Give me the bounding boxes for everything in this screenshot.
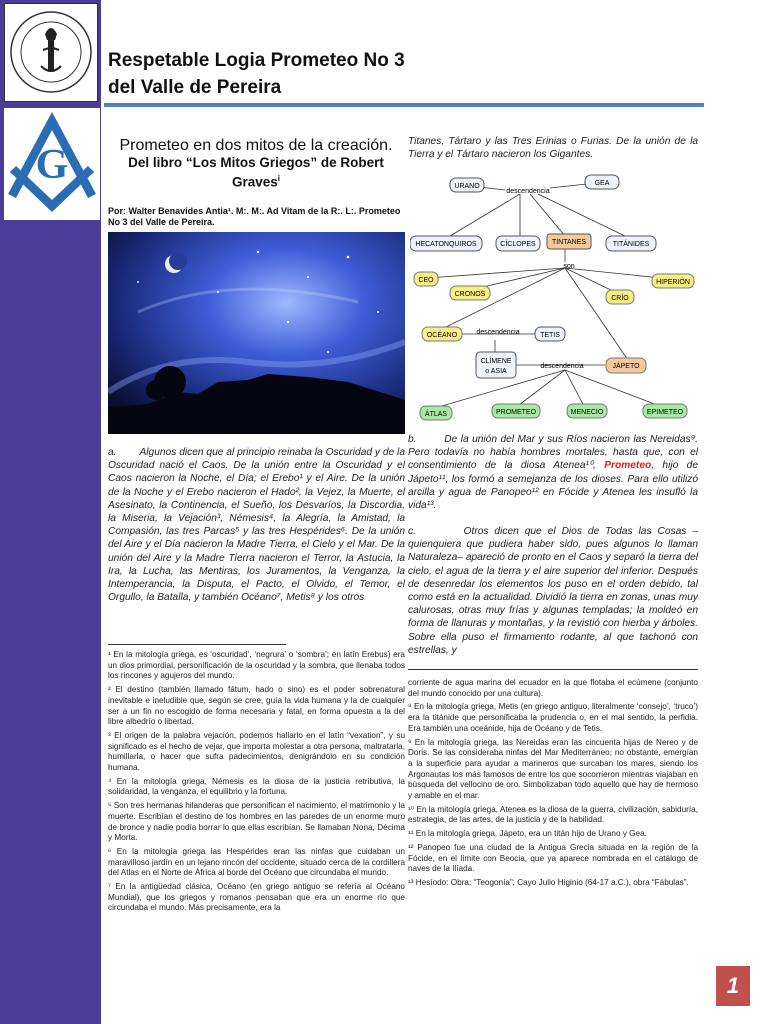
- label-descendencia-oceano: descendencia: [476, 329, 520, 336]
- footnote-7-cont: corriente de agua marina del ecuador en la que flotaba el ecúmene (conjunto del mundo conocido por una cultura).: [408, 678, 698, 698]
- footnote-8: ⁸ En la mitología griega, Metis (en griego antiguo, literalmente ‘consejo’, ‘truco’) era la titánide que personificaba la prudencia o, en el mal sentido, la perfidia. Era también una oceánide, hija de Océano y de Tetis.: [408, 702, 698, 733]
- node-japeto: JÁPETO: [612, 363, 640, 370]
- node-ceo: CEO: [418, 277, 434, 284]
- paragraph-b-prometeo: Prometeo: [604, 460, 652, 472]
- node-atlas: ÁTLAS: [424, 411, 448, 418]
- footnote-5: ⁵ Son tres hermanas hilanderas que personifican el nacimiento, el matrimonio y la muerte. Escribían el destino de los hombres en las paredes de un enorme muro de bronce y nadie podía borrar lo que ellas escribían. Se llamaban Nona, Décima y Morta.: [108, 801, 405, 843]
- square-and-compass-emblem: [4, 108, 100, 220]
- footnote-13: ¹³ Hesíodo: Obra: “Teogonía”; Cayo Julio Higinio (64-17 a.C.), obra “Fábulas”.: [408, 877, 689, 887]
- node-crio: CRÍO: [611, 295, 629, 302]
- night-sky-image: [108, 232, 405, 434]
- footnotes-left: [108, 650, 405, 917]
- footnote-9: ⁹ En la mitología griega, las Nereidas eran las cincuenta hijas de Nereo y de Doris. Se las consideraba ninfas del Mar Mediterráneo; no obstante, emergían a la superficie para ayudar a marineros que surcaban los mares, siendo los Argonautas los más famosos de entre los que socorrieron mientras viajaban en búsqueda del vellocino de oro. Simbolizaban todo aquello que hay de hermoso y amable en el mar.: [408, 737, 698, 801]
- node-titanides: TITÁNIDES: [612, 241, 650, 248]
- footnote-rule-left: [108, 644, 286, 645]
- footnote-6: ⁶ En la mitología griega las Hespérides eran las ninfas que cuidaban un maravilloso jardín en un lejano rincón del occidente, situado cerca de la cordillera del Atlas en el Norte de África al borde del Océano que circundaba el mundo.: [108, 846, 405, 878]
- article-author: Por: Walter Benavides Antia¹. M:. M:. Ad Vitam de la R:. L:. Prometeo No 3 del Valle de Pereira.: [108, 206, 401, 227]
- footnote-rule-right: [408, 669, 698, 670]
- node-climene: CLÍMENE: [480, 358, 512, 365]
- article-subtitle: [108, 155, 404, 191]
- subtitle-line2: Graves: [231, 174, 278, 190]
- node-ciclopes: CÍCLOPES: [500, 241, 536, 248]
- label-descendencia-japeto: descendencia: [540, 363, 584, 370]
- node-cronos: CRONOS: [454, 291, 486, 298]
- node-hiperion: HIPERIÓN: [656, 279, 690, 286]
- paragraph-b-text-1: b. De la unión del Mar y sus Ríos nacieron las Nereidas⁹. Pero todavía no había hombres mortales, hasta que, con el consentimiento de la diosa Atenea¹⁰,: [408, 434, 698, 472]
- header-divider: [104, 103, 704, 107]
- node-gea: GEA: [594, 180, 610, 187]
- footnote-11: ¹¹ En la mitología griega, Jápeto, era un titán hijo de Urano y Gea.: [408, 829, 647, 839]
- node-tetis: TETIS: [540, 332, 560, 339]
- node-hecatonquiros: HECATONQUIROS: [415, 241, 477, 248]
- node-oceano: OCÉANO: [426, 332, 458, 339]
- paragraph-b: [408, 433, 698, 512]
- label-son: son: [563, 263, 575, 270]
- node-tintanes: TINTANES: [551, 239, 587, 246]
- node-urano: URANO: [454, 183, 480, 190]
- lodge-seal-logo: [4, 3, 98, 102]
- footnote-2: ² El destino (también llamado fátum, hado o sino) es el poder sobrenatural inevitable e ineludible que, según se cree, guía la vida humana y la de cualquier ser a un fin no escogido de forma necesaria y fatal, en forma opuesta a la del libre albedrío o libertad.: [108, 685, 405, 727]
- paragraph-a: a. Algunos dicen que al principio reinaba la Oscuridad y de la Oscuridad nació el Caos. De la unión entre la Oscuridad y el Caos nacieron la Noche, el Día; el Erebo¹ y el Aire. De la unión de la Noche y el Erebo nacieron el Hado², la Vejez, la Muerte, el Asesinato, la Continencia, el Sueño, los Desvaríos, la Discordia, la Miseria, la Vejación³, Némesis⁴, la Alegría, la Amistad, la Compasión, las tres Parcas⁵ y las tres Hespérides⁶. De la unión del Aire y el Día nacieron la Madre Tierra, el Cielo y el Mar. De la unión del Aire y la Madre Tierra nacieron el Terror, la Astucia, la Ira, la Lucha, las Mentiras, los Juramentos, la Venganza, la Intemperancia, la Disputa, el Pacto, el Olvido, el Temor, el Orgullo, la Batalla, y también Océano⁷, Metis⁸ y los otros: [108, 447, 405, 604]
- label-descendencia-top: descendencia: [506, 188, 550, 195]
- paragraph-c: c. Otros dicen que el Dios de Todas las Cosas – quienquiera que pudiera haber sido, pues algunos lo llaman Naturaleza– apareció de pronto en el Caos y separó la tierra del cielo, el agua de la tierra y el aire superior del inferior. Después de desenredar los elementos los puso en el orden debido, tal como está en la actualidad. Dividió la tierra en zonas, unas muy calurosas, otras muy frías y algunas templadas; la moldeó en forma de llanuras y montañas, y la revistió con hierba y árboles. Sobre ella puso el firmamento rodante, al que tachonó con estrellas, y: [408, 526, 698, 656]
- footnote-3: ³ El origen de la palabra vejación, podemos hallarlo en el latín “vexation”, y su significado es el hecho de vejar, que importa molestar a otra persona, maltratarla, humillarla, o hacer que sufra padecimientos, denigrándolo en su condición humana.: [108, 730, 405, 773]
- footnote-10: ¹⁰ En la mitología griega, Atenea es la diosa de la guerra, civilización, sabiduría, estrategia, de las artes, de la justicia y de la habilidad.: [408, 804, 698, 825]
- footnotes-right: [408, 678, 698, 892]
- titan-genealogy-diagram: [410, 172, 700, 427]
- footnote-12: ¹² Panopeo fue una ciudad de la Antigua Grecia situada en la región de la Fócide, en el límite con Beocia, que ya aparece nombrada en el catálogo de naves de la Ilíada.: [408, 842, 698, 874]
- node-menecio: MENECIO: [570, 409, 604, 416]
- footnote-1: ¹ En la mitología griega, es ‘oscuridad’, ‘negrura’ o ‘sombra’; en latín Erebus) era un dios primordial, personificación de la oscuridad y la sombra, que llenaba todos los rincones y agujeros del mundo.: [108, 650, 405, 681]
- node-epimeteo: EPIMETEO: [646, 409, 684, 416]
- article-title: Prometeo en dos mitos de la creación.: [119, 137, 393, 154]
- footnote-4: ⁴ En la mitología griega, Némesis es la diosa de la justicia retributiva, la solidaridad, la venganza, el equilibrio y la fortuna.: [108, 776, 405, 797]
- paragraph-b-text-2: , hijo de Jápeto¹¹, los formó a semejanza de los dioses. Para ello utilizó arcilla y agua de Panopeo¹² en Fócide y Atenea les insufló la vida¹³.: [408, 460, 698, 512]
- footnote-7: ⁷ En la antigüedad clásica, Océano (en griego antiguo se refería al Océano Mundial), que los griegos y romanos pensaban que era un enorme río que circundaba el mundo. Más precisamente, era la: [108, 882, 405, 913]
- header-title-line2: del Valle de Pereira: [108, 77, 282, 98]
- subtitle-note-mark: i: [277, 174, 281, 183]
- page-number: 1: [716, 966, 750, 1006]
- header-title-line1: Respetable Logia Prometeo No 3: [108, 50, 405, 71]
- page-header: [108, 47, 405, 101]
- node-climene-asia: o ASIA: [485, 368, 507, 375]
- subtitle-line1: Del libro “Los Mitos Griegos” de Robert: [128, 155, 384, 170]
- right-column-intro: Titanes, Tártaro y las Tres Erinias o Furias. De la unión de la Tierra y el Tártaro nacieron los Gigantes.: [408, 136, 698, 161]
- svg-text:G: G: [35, 142, 69, 188]
- node-prometeo: PROMETEO: [495, 409, 537, 416]
